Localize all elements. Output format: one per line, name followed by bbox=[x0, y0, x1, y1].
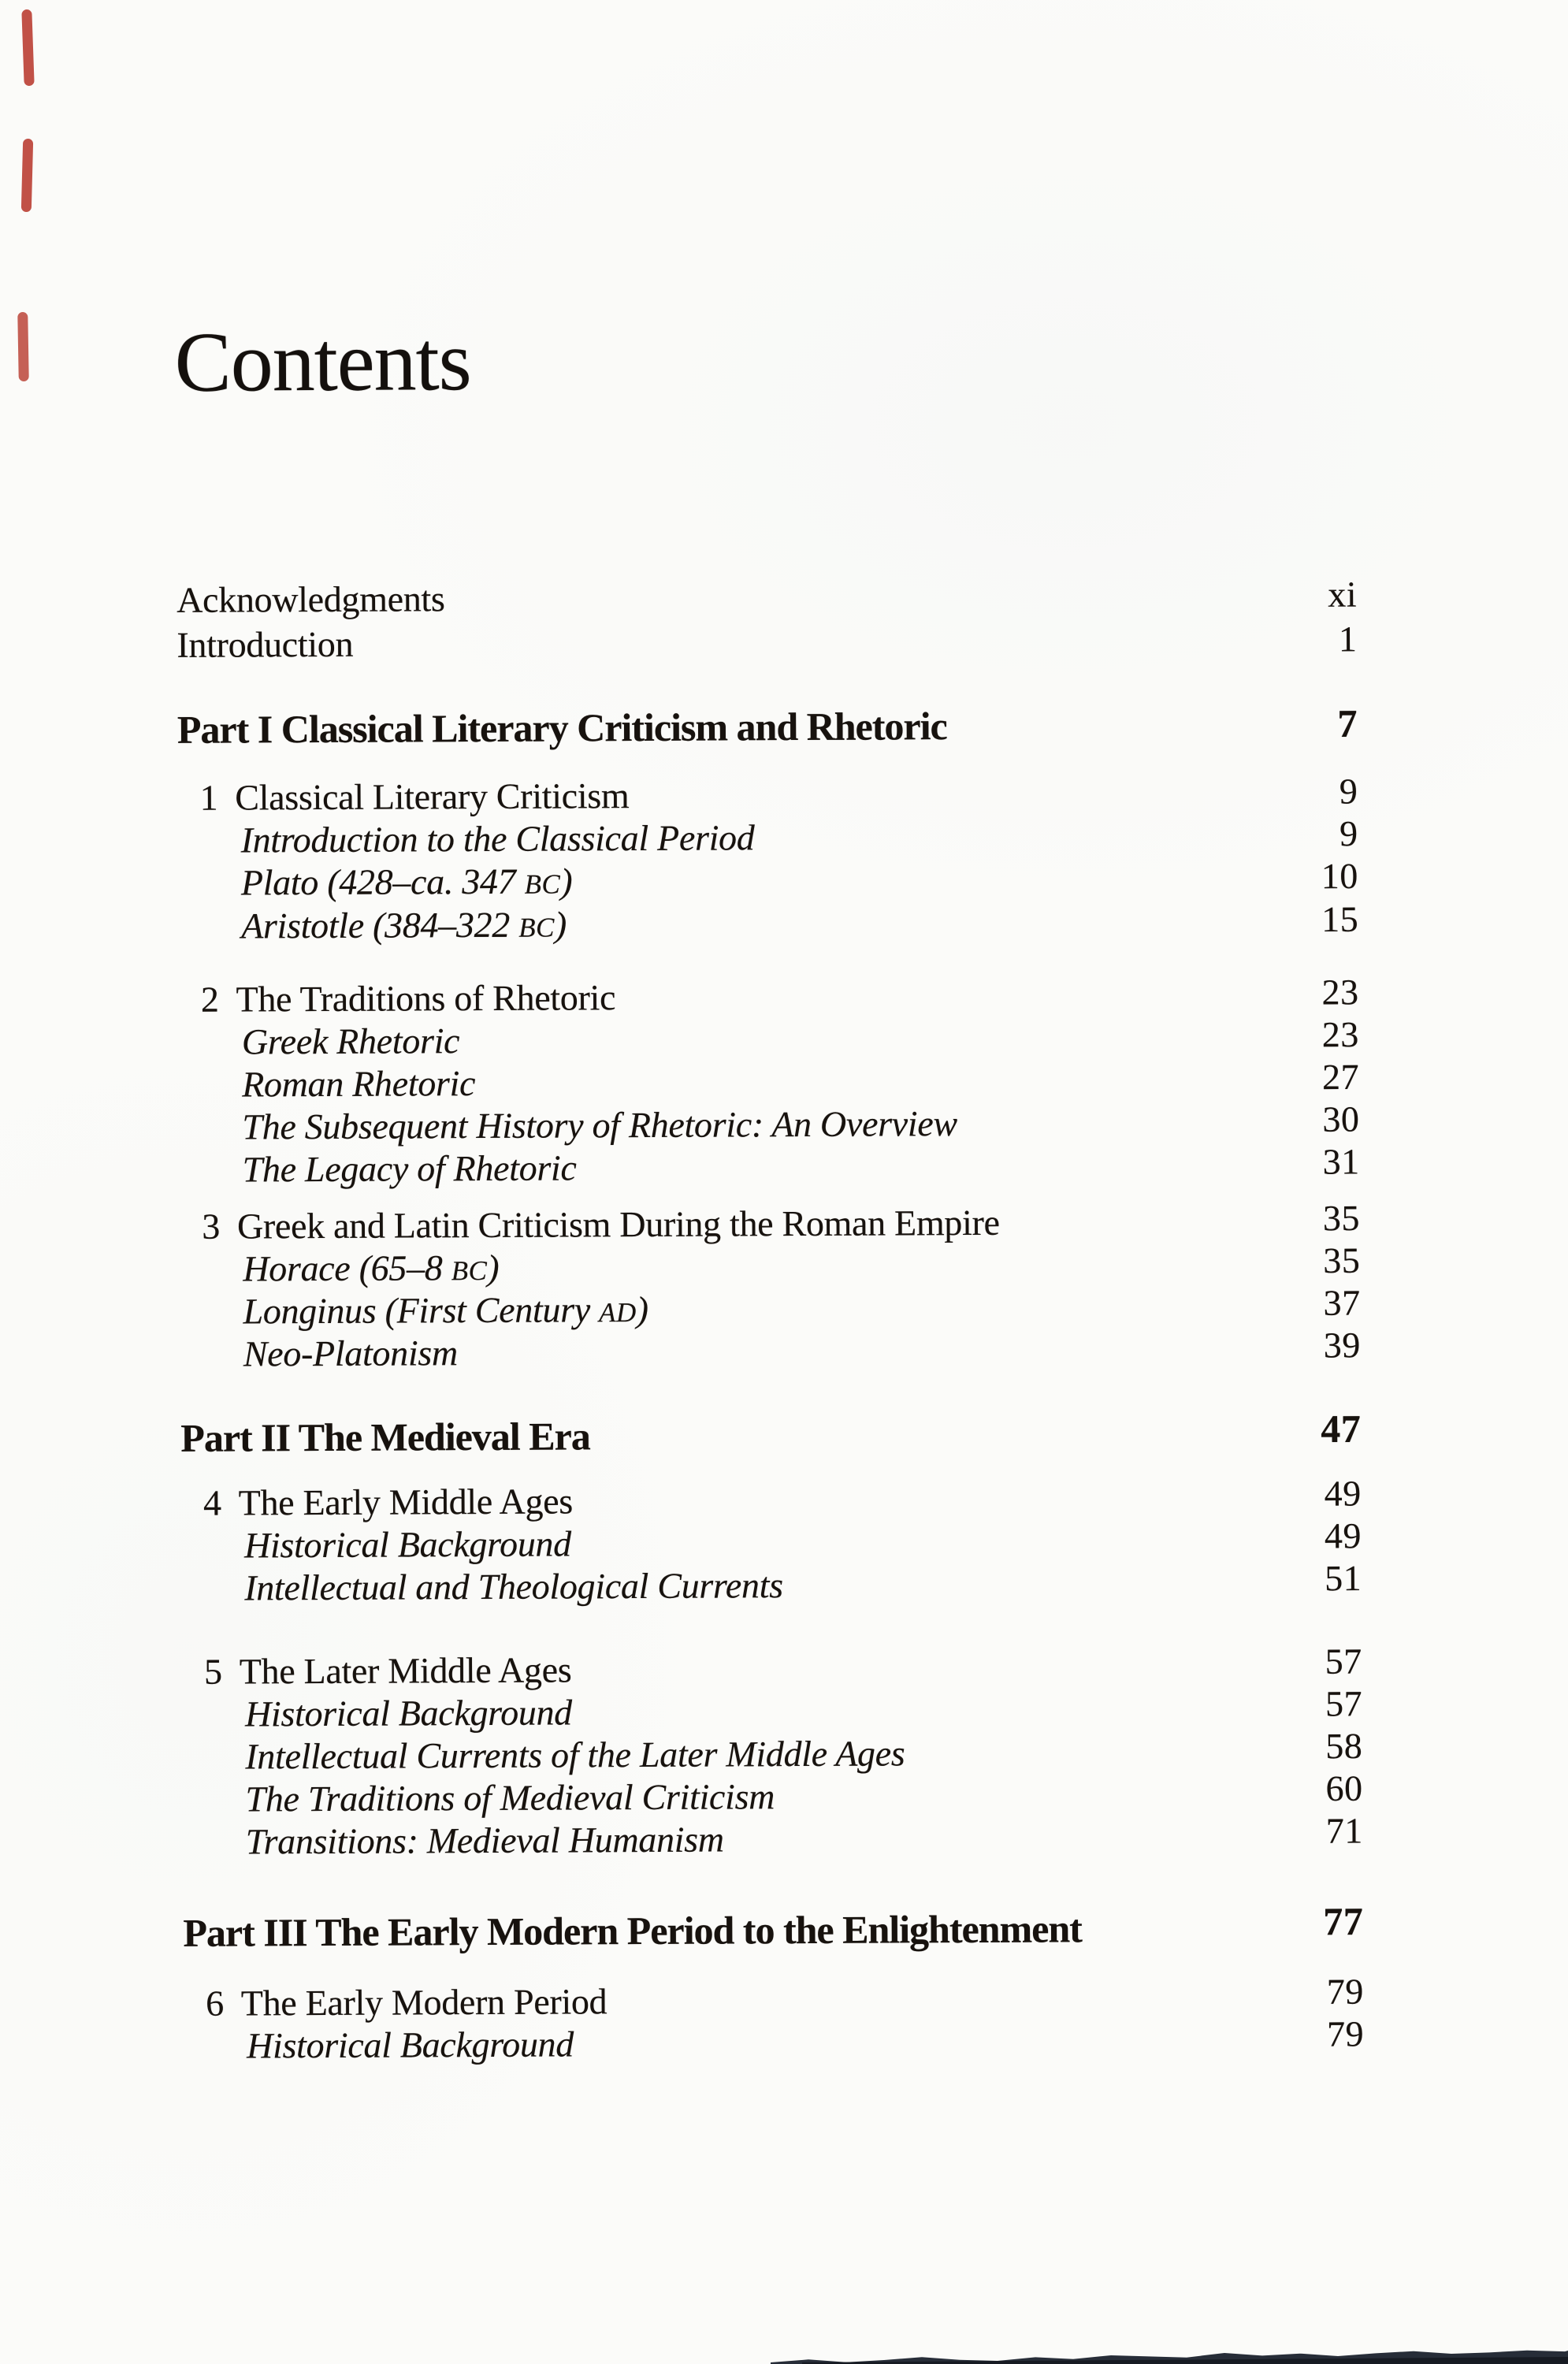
page-number: 71 bbox=[1325, 1810, 1363, 1851]
part-heading-row bbox=[4, 1899, 1568, 1955]
row-label: Part I Classical Literary Criticism and Rhetoric bbox=[176, 704, 947, 752]
section-row bbox=[0, 1014, 1568, 1062]
page-number: 77 bbox=[1323, 1899, 1364, 1944]
page-number: 35 bbox=[1322, 1198, 1361, 1239]
front-matter-row bbox=[0, 620, 1566, 664]
page-number: xi bbox=[1328, 574, 1358, 615]
page-number: 9 bbox=[1339, 813, 1358, 854]
part-heading-row bbox=[0, 703, 1566, 750]
chapter-row bbox=[0, 773, 1566, 817]
page-title: Contents bbox=[174, 314, 471, 410]
section-row bbox=[2, 1557, 1568, 1608]
chapter-row bbox=[1, 1198, 1568, 1247]
part-heading-row bbox=[2, 1406, 1568, 1460]
page-number: 49 bbox=[1324, 1515, 1362, 1556]
chapter-number: 2 bbox=[200, 979, 219, 1020]
era-smallcaps: BC bbox=[524, 868, 561, 900]
page-number: 57 bbox=[1325, 1641, 1362, 1682]
section-row bbox=[0, 1056, 1568, 1105]
page-number: 35 bbox=[1323, 1240, 1361, 1280]
page-number: 57 bbox=[1325, 1683, 1363, 1724]
row-label: The Subsequent History of Rhetoric: An Overview bbox=[242, 1103, 957, 1147]
page-number: 27 bbox=[1321, 1056, 1360, 1098]
row-label: Intellectual and Theological Currents bbox=[244, 1565, 783, 1608]
section-row bbox=[5, 2013, 1568, 2066]
era-smallcaps: AD bbox=[599, 1297, 637, 1329]
row-label: Part II The Medieval Era bbox=[180, 1414, 590, 1460]
row-label: Intellectual Currents of the Later Middle Ages bbox=[245, 1733, 905, 1777]
page-number: 58 bbox=[1325, 1726, 1363, 1767]
page-number: 30 bbox=[1322, 1098, 1360, 1139]
era-smallcaps: BC bbox=[451, 1254, 488, 1287]
chapter-row bbox=[0, 972, 1568, 1020]
page-number: 37 bbox=[1323, 1282, 1361, 1323]
section-row bbox=[0, 855, 1567, 903]
page-number: 39 bbox=[1323, 1325, 1361, 1366]
front-matter-row bbox=[0, 575, 1566, 619]
section-row bbox=[0, 898, 1567, 946]
row-label: Horace (65–8 BC) bbox=[243, 1247, 500, 1289]
chapter-number: 1 bbox=[199, 777, 218, 818]
row-label: Introduction to the Classical Period bbox=[240, 817, 755, 860]
section-row bbox=[2, 1325, 1568, 1374]
row-label: Acknowledgments bbox=[176, 578, 445, 620]
row-label: Greek and Latin Criticism During the Roman Empire bbox=[236, 1202, 1000, 1247]
chapter-number: 4 bbox=[203, 1482, 221, 1523]
page-number: 9 bbox=[1339, 771, 1358, 812]
era-smallcaps: BC bbox=[518, 912, 555, 943]
row-label: Historical Background bbox=[246, 2024, 574, 2066]
row-label: The Legacy of Rhetoric bbox=[242, 1147, 577, 1190]
row-label: Longinus (First Century AD) bbox=[243, 1288, 648, 1332]
row-label: Part III The Early Modern Period to the Enlightenment bbox=[183, 1906, 1082, 1955]
row-label: Greek Rhetoric bbox=[241, 1020, 460, 1062]
row-label: Aristotle (384–322 BC) bbox=[241, 904, 567, 946]
page-number: 23 bbox=[1321, 972, 1359, 1013]
row-label: Plato (428–ca. 347 BC) bbox=[240, 860, 573, 903]
page-number: 49 bbox=[1324, 1473, 1362, 1514]
section-row bbox=[0, 813, 1567, 860]
row-label: The Traditions of Medieval Criticism bbox=[245, 1776, 775, 1819]
row-label: Roman Rhetoric bbox=[242, 1063, 476, 1105]
chapter-number: 3 bbox=[202, 1206, 221, 1247]
section-row bbox=[4, 1810, 1568, 1862]
row-label: The Early Middle Ages bbox=[238, 1481, 574, 1523]
section-row bbox=[1, 1141, 1568, 1190]
row-label: The Traditions of Rhetoric bbox=[236, 977, 616, 1020]
row-label: The Later Middle Ages bbox=[239, 1649, 572, 1692]
row-label: Introduction bbox=[176, 623, 354, 665]
page-number: 51 bbox=[1325, 1557, 1362, 1599]
row-label: Neo-Platonism bbox=[243, 1333, 459, 1374]
page-number: 31 bbox=[1322, 1141, 1360, 1182]
chapter-number: 6 bbox=[206, 1983, 224, 2024]
page-number: 47 bbox=[1321, 1406, 1362, 1451]
chapter-number: 5 bbox=[203, 1651, 222, 1692]
page-number: 60 bbox=[1325, 1767, 1363, 1808]
page-number: 79 bbox=[1326, 2013, 1365, 2054]
row-label: The Early Modern Period bbox=[240, 1981, 608, 2024]
page-number: 15 bbox=[1321, 898, 1359, 940]
row-label: Classical Literary Criticism bbox=[235, 775, 630, 818]
page-number: 7 bbox=[1337, 701, 1358, 745]
row-label: Historical Background bbox=[243, 1523, 571, 1566]
section-row bbox=[0, 1098, 1568, 1147]
page-number: 10 bbox=[1321, 855, 1358, 897]
section-row bbox=[1, 1240, 1568, 1289]
row-label: Transitions: Medieval Humanism bbox=[245, 1819, 724, 1862]
page-number: 1 bbox=[1338, 619, 1358, 660]
page-number: 79 bbox=[1326, 1971, 1364, 2012]
page-number: 23 bbox=[1321, 1014, 1359, 1055]
row-label: Historical Background bbox=[244, 1692, 573, 1734]
